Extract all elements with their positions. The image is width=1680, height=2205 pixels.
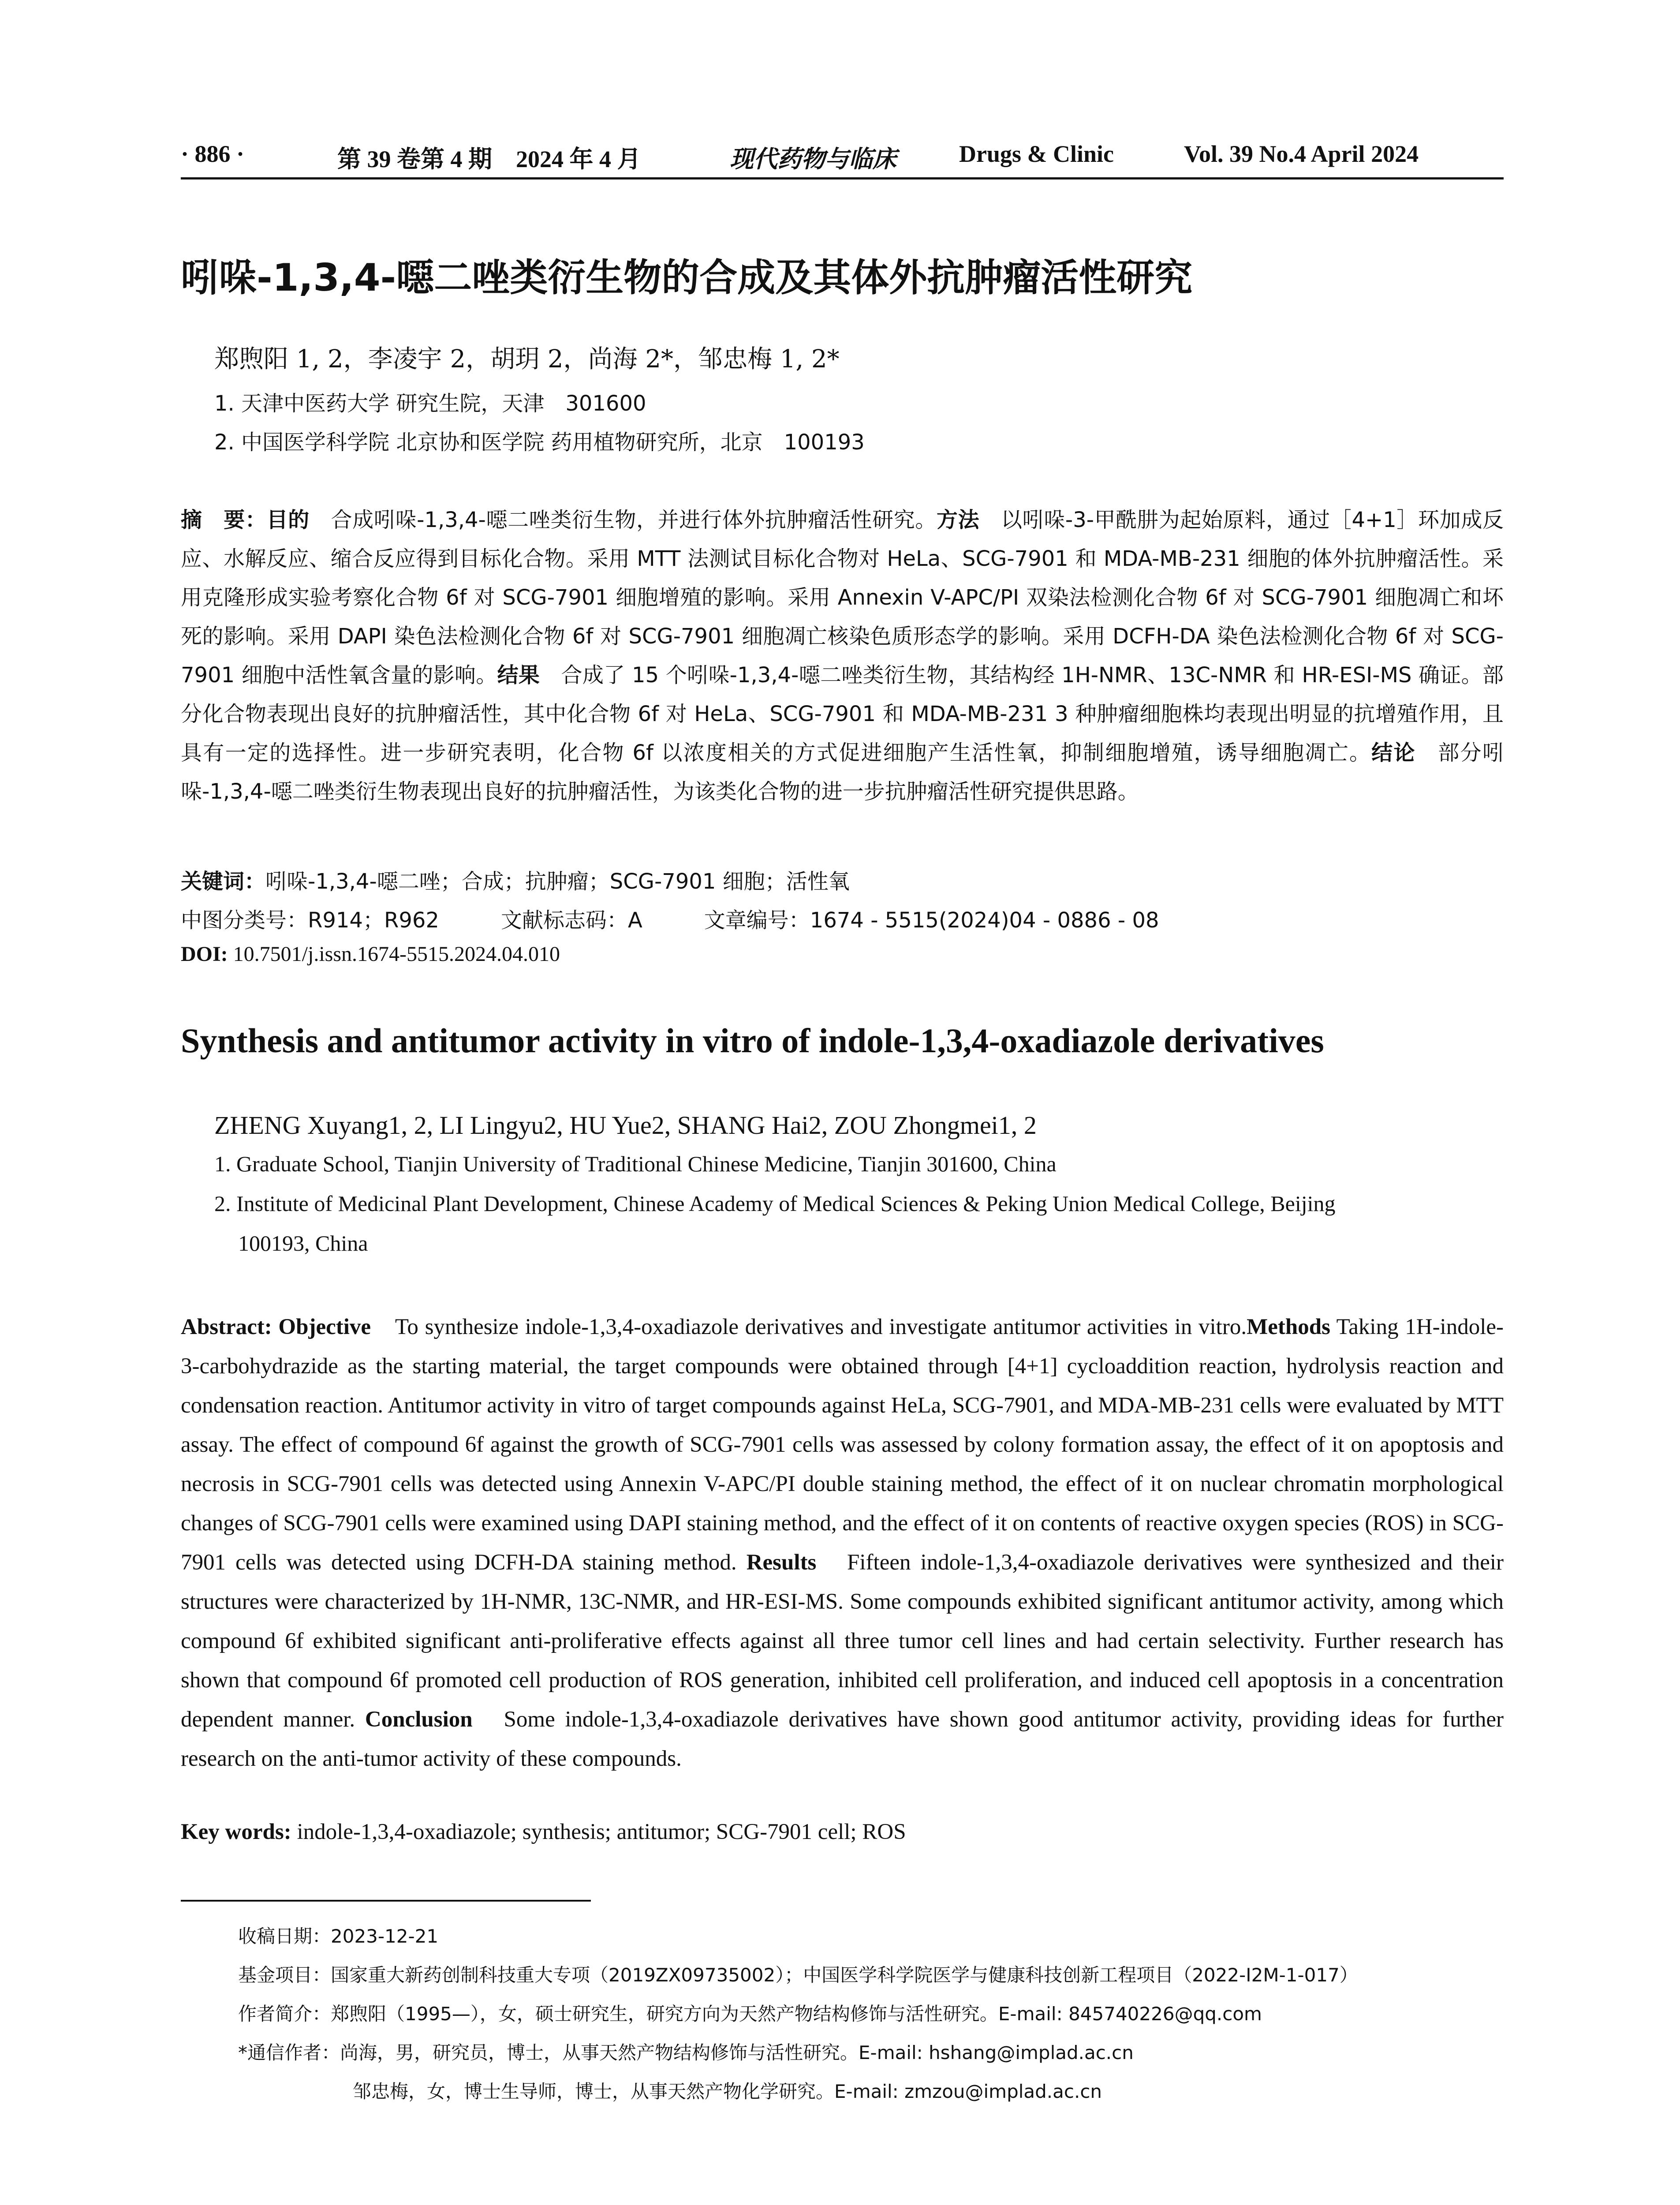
conclusion-label-en: Conclusion: [365, 1707, 473, 1732]
title-en: Synthesis and antitumor activity in vitro of indole-1,3,4-oxadiazole derivatives: [181, 1021, 1324, 1060]
footnote-received: 收稿日期：2023-12-21: [238, 1925, 439, 1947]
conclusion-text-cn: 部分吲哚-1,3,4-噁二唑类衍生物表现出良好的抗肿瘤活性，为该类化合物的进一步抗肿瘤活性研究提供思路。: [181, 740, 1504, 804]
affiliation-cn-2: 2. 中国医学科学院 北京协和医学院 药用植物研究所，北京 100193: [214, 430, 865, 455]
objective-text-cn: 合成吲哚-1,3,4-噁二唑类衍生物，并进行体外抗肿瘤活性研究。: [309, 508, 937, 532]
affiliation-en-2: 2. Institute of Medicinal Plant Development, Chinese Academy of Medical Sciences & Peking Union Medical College, Beijing: [214, 1191, 1336, 1216]
doi-line: [181, 942, 560, 966]
abstract-en: [181, 1308, 1504, 1779]
conclusion-text-en: Some indole-1,3,4-oxadiazole derivatives have shown good antitumor activity, providing ideas for further research on the anti-tumor activity of these compounds.: [181, 1707, 1504, 1771]
classification-line: [181, 903, 1221, 934]
methods-label-en: Methods: [1247, 1315, 1330, 1339]
abstract-cn: [181, 501, 1504, 811]
results-text-cn: 合成了 15 个吲哚-1,3,4-噁二唑类衍生物，其结构经 1H-NMR、13C-NMR 和 HR-ESI-MS 确证。部分化合物表现出良好的抗肿瘤活性，其中化合物 6f 对 HeLa、SCG-7901 和 MDA-MB-231 3 种肿瘤细胞株均表现出明显的抗增殖作用，且具有一定的选择性。进一步研究表明，化合物 6f 以浓度相关的方式促进细胞产生活性氧，抑制细胞增殖，诱导细胞凋亡。: [181, 663, 1504, 765]
methods-label-cn: 方法: [937, 508, 980, 532]
footnote-rule: [181, 1900, 591, 1902]
authors-cn: 郑煦阳 1, 2，李凌宇 2，胡玥 2，尚海 2*，邹忠梅 1, 2*: [214, 345, 840, 374]
keywords-text-en: indole-1,3,4-oxadiazole; synthesis; antitumor; SCG-7901 cell; ROS: [291, 1820, 906, 1844]
running-head: [181, 140, 1504, 177]
keywords-label-en: Key words:: [181, 1820, 291, 1844]
journal-name-cn: 现代药物与临床: [730, 145, 896, 173]
issue-cn: 第 39 卷第 4 期 2024 年 4 月: [337, 146, 641, 172]
results-label-en: Results: [746, 1550, 817, 1575]
keywords-en: [181, 1819, 906, 1845]
doi-label: DOI:: [181, 942, 228, 966]
conclusion-label-cn: 结论: [1371, 740, 1416, 765]
journal-name-en: Drugs & Clinic: [959, 141, 1114, 167]
footnote-corresponding-2: 邹忠梅，女，博士生导师，博士，从事天然产物化学研究。E-mail: zmzou@implad.ac.cn: [353, 2081, 1102, 2102]
doi-value: 10.7501/j.issn.1674-5515.2024.04.010: [228, 942, 560, 966]
objective-text-en: To synthesize indole-1,3,4-oxadiazole derivatives and investigate antitumor activities in vitro.: [371, 1315, 1247, 1339]
abstract-label-cn: 摘 要：: [181, 508, 267, 532]
keywords-label-cn: 关键词：: [181, 869, 266, 894]
keywords-text-cn: 吲哚-1,3,4-噁二唑；合成；抗肿瘤；SCG-7901 细胞；活性氧: [265, 869, 850, 894]
clc-number: 中图分类号：R914；R962: [181, 908, 439, 933]
objective-label-cn: 目的: [266, 508, 310, 532]
affiliation-en-2-cont: 100193, China: [238, 1231, 368, 1256]
footnote-corresponding-1: *通信作者：尚海，男，研究员，博士，从事天然产物结构修饰与活性研究。E-mail: hshang@implad.ac.cn: [238, 2042, 1134, 2063]
page-number: · 886 ·: [181, 141, 245, 167]
issue-en: Vol. 39 No.4 April 2024: [1184, 141, 1419, 167]
authors-en: ZHENG Xuyang1, 2, LI Lingyu2, HU Yue2, SHANG Hai2, ZOU Zhongmei1, 2: [214, 1111, 1037, 1140]
footnote-author-intro: 作者简介：郑煦阳（1995—），女，硕士研究生，研究方向为天然产物结构修饰与活性研究。E-mail: 845740226@qq.com: [238, 2003, 1262, 2025]
document-code: 文献标志码：A: [500, 908, 642, 933]
methods-text-en: Taking 1H-indole-3-carbohydrazide as the starting material, the target compounds were obtained through [4+1] cycloaddition reaction, hydrolysis reaction and condensation reaction. Antitumor activity in vitro of target compounds against HeLa, SCG-7901, and MDA-MB-231 cells were evaluated by MTT assay. The effect of compound 6f against the growth of SCG-7901 cells was assessed by colony formation assay, the effect of it on apoptosis and necrosis in SCG-7901 cells was detected using Annexin V-APC/PI double staining method, the effect of it on nuclear chromatin morphological changes of SCG-7901 cells were examined using DAPI staining method, and the effect of it on contents of reactive oxygen species (ROS) in SCG-7901 cells was detected using DCFH-DA staining method.: [181, 1315, 1504, 1575]
affiliation-en-1: 1. Graduate School, Tianjin University of Traditional Chinese Medicine, Tianjin 301600, China: [214, 1151, 1057, 1176]
article-number: 文章编号：1674 - 5515(2024)04 - 0886 - 08: [704, 908, 1159, 933]
footnote-fund: 基金项目：国家重大新药创制科技重大专项（2019ZX09735002）；中国医学科学院医学与健康科技创新工程项目（2022-I2M-1-017）: [238, 1964, 1358, 1986]
keywords-cn: [181, 864, 850, 895]
affiliation-cn-1: 1. 天津中医药大学 研究生院，天津 301600: [214, 391, 646, 416]
header-rule: [181, 177, 1504, 179]
results-text-en: Fifteen indole-1,3,4-oxadiazole derivatives were synthesized and their structures were characterized by 1H-NMR, 13C-NMR, and HR-ESI-MS. Some compounds exhibited significant antitumor activity, among which compound 6f exhibited significant anti-proliferative effects against all three tumor cell lines and had certain selectivity. Further research has shown that compound 6f promoted cell production of ROS generation, inhibited cell proliferation, and induced cell apoptosis in a concentration dependent manner.: [181, 1550, 1504, 1732]
results-label-cn: 结果: [497, 663, 540, 688]
title-cn: 吲哚-1,3,4-噁二唑类衍生物的合成及其体外抗肿瘤活性研究: [181, 256, 1193, 300]
methods-text-cn: 以吲哚-3-甲酰肼为起始原料，通过［4+1］环加成反应、水解反应、缩合反应得到目标化合物。采用 MTT 法测试目标化合物对 HeLa、SCG-7901 和 MDA-MB-231 细胞的体外抗肿瘤活性。采用克隆形成实验考察化合物 6f 对 SCG-7901 细胞增殖的影响。采用 Annexin V-APC/PI 双染法检测化合物 6f 对 SCG-7901 细胞凋亡和坏死的影响。采用 DAPI 染色法检测化合物 6f 对 SCG-7901 细胞凋亡核染色质形态学的影响。采用 DCFH-DA 染色法检测化合物 6f 对 SCG-7901 细胞中活性氧含量的影响。: [181, 508, 1504, 688]
abstract-label-en: Abstract: Objective: [181, 1315, 371, 1339]
